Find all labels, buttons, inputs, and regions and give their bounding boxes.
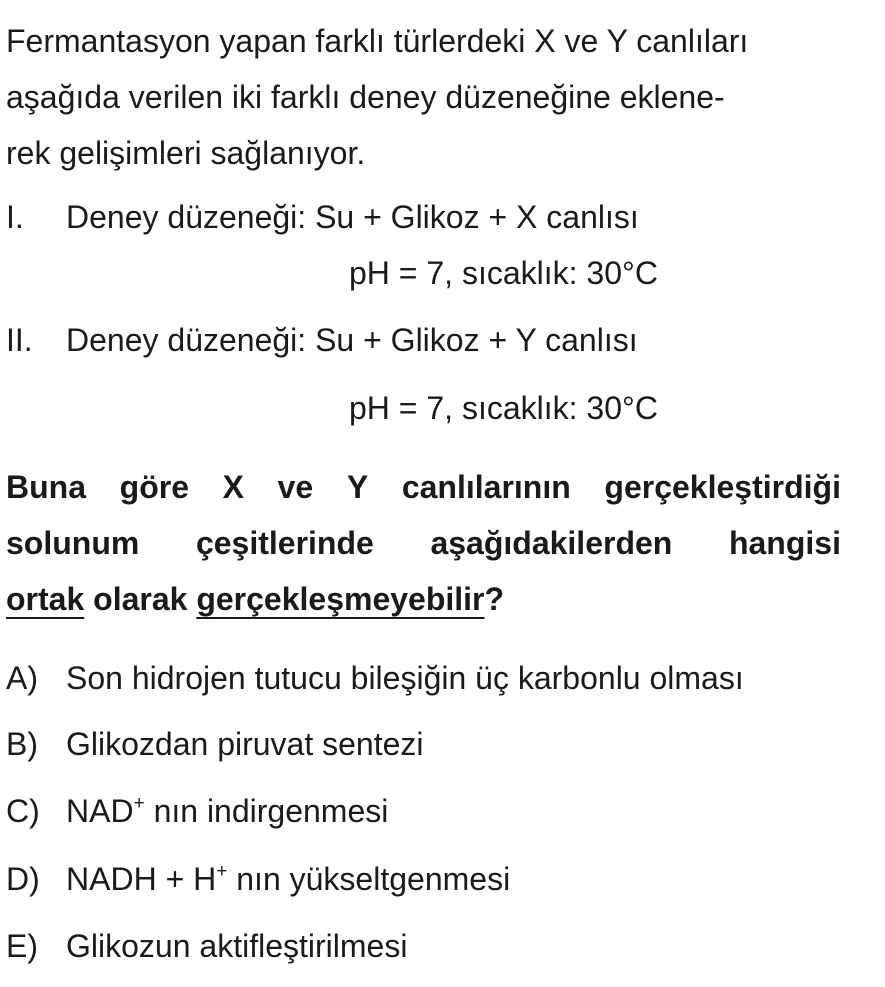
- option-d-superscript: +: [216, 861, 228, 882]
- setup-2-text: Deney düzeneği: Su + Glikoz + Y canlısı: [66, 322, 638, 358]
- q1-word: ve: [277, 469, 314, 505]
- q2-word: hangisi: [728, 525, 841, 561]
- q1-word: Y: [346, 469, 369, 505]
- option-e[interactable]: [6, 926, 407, 966]
- setup-2-conditions: pH = 7, sıcaklık: 30°C: [349, 390, 658, 426]
- option-b[interactable]: [6, 724, 424, 764]
- question-mark: ?: [484, 581, 505, 617]
- q1-word: canlılarının: [401, 469, 571, 505]
- q2-word: solunum: [6, 525, 140, 561]
- option-c[interactable]: [6, 791, 388, 831]
- underlined-ortak: ortak: [6, 581, 85, 617]
- option-c-suffix: nın indirgenmesi: [144, 793, 389, 829]
- option-d-suffix: nın yükseltgenmesi: [227, 861, 511, 897]
- option-d-prefix: NADH + H: [66, 861, 217, 897]
- q1-word: Buna: [6, 469, 86, 505]
- option-b-text: Glikozdan piruvat sentezi: [66, 726, 424, 762]
- setup-1-numeral: I.: [6, 199, 24, 235]
- option-c-superscript: +: [133, 793, 145, 814]
- setup-1-conditions: pH = 7, sıcaklık: 30°C: [349, 255, 658, 291]
- option-a[interactable]: [6, 658, 744, 698]
- intro-line-1: Fermantasyon yapan farklı türlerdeki X ve Y canlıları: [6, 23, 749, 59]
- q1-word: gerçekleştirdiği: [604, 469, 841, 505]
- q1-word: göre: [119, 469, 189, 505]
- underlined-key-phrase: gerçekleşmeyebilir: [196, 581, 485, 617]
- option-a-letter: A): [6, 660, 38, 696]
- option-c-prefix: NAD: [66, 793, 134, 829]
- intro-line-3: rek gelişimleri sağlanıyor.: [6, 135, 366, 171]
- setup-2-numeral: II.: [6, 322, 33, 358]
- q2-word: çeşitlerinde: [195, 525, 374, 561]
- intro-line-2: aşağıda verilen iki farklı deney düzeneğine eklene-: [6, 79, 725, 115]
- olarak-text: olarak: [84, 581, 197, 617]
- question-line-2: [6, 523, 841, 563]
- option-d[interactable]: [6, 859, 510, 899]
- q2-word: aşağıdakilerden: [430, 525, 673, 561]
- setup-1-text: Deney düzeneği: Su + Glikoz + X canlısı: [66, 199, 639, 235]
- option-a-text: Son hidrojen tutucu bileşiğin üç karbonlu olması: [66, 660, 744, 696]
- question-line-3: [6, 579, 841, 619]
- option-e-letter: E): [6, 928, 38, 964]
- option-d-letter: D): [6, 861, 40, 897]
- question-line-1: [6, 467, 841, 507]
- option-e-text: Glikozun aktifleştirilmesi: [66, 928, 408, 964]
- option-b-letter: B): [6, 726, 38, 762]
- q1-word: X: [222, 469, 244, 505]
- option-c-letter: C): [6, 793, 40, 829]
